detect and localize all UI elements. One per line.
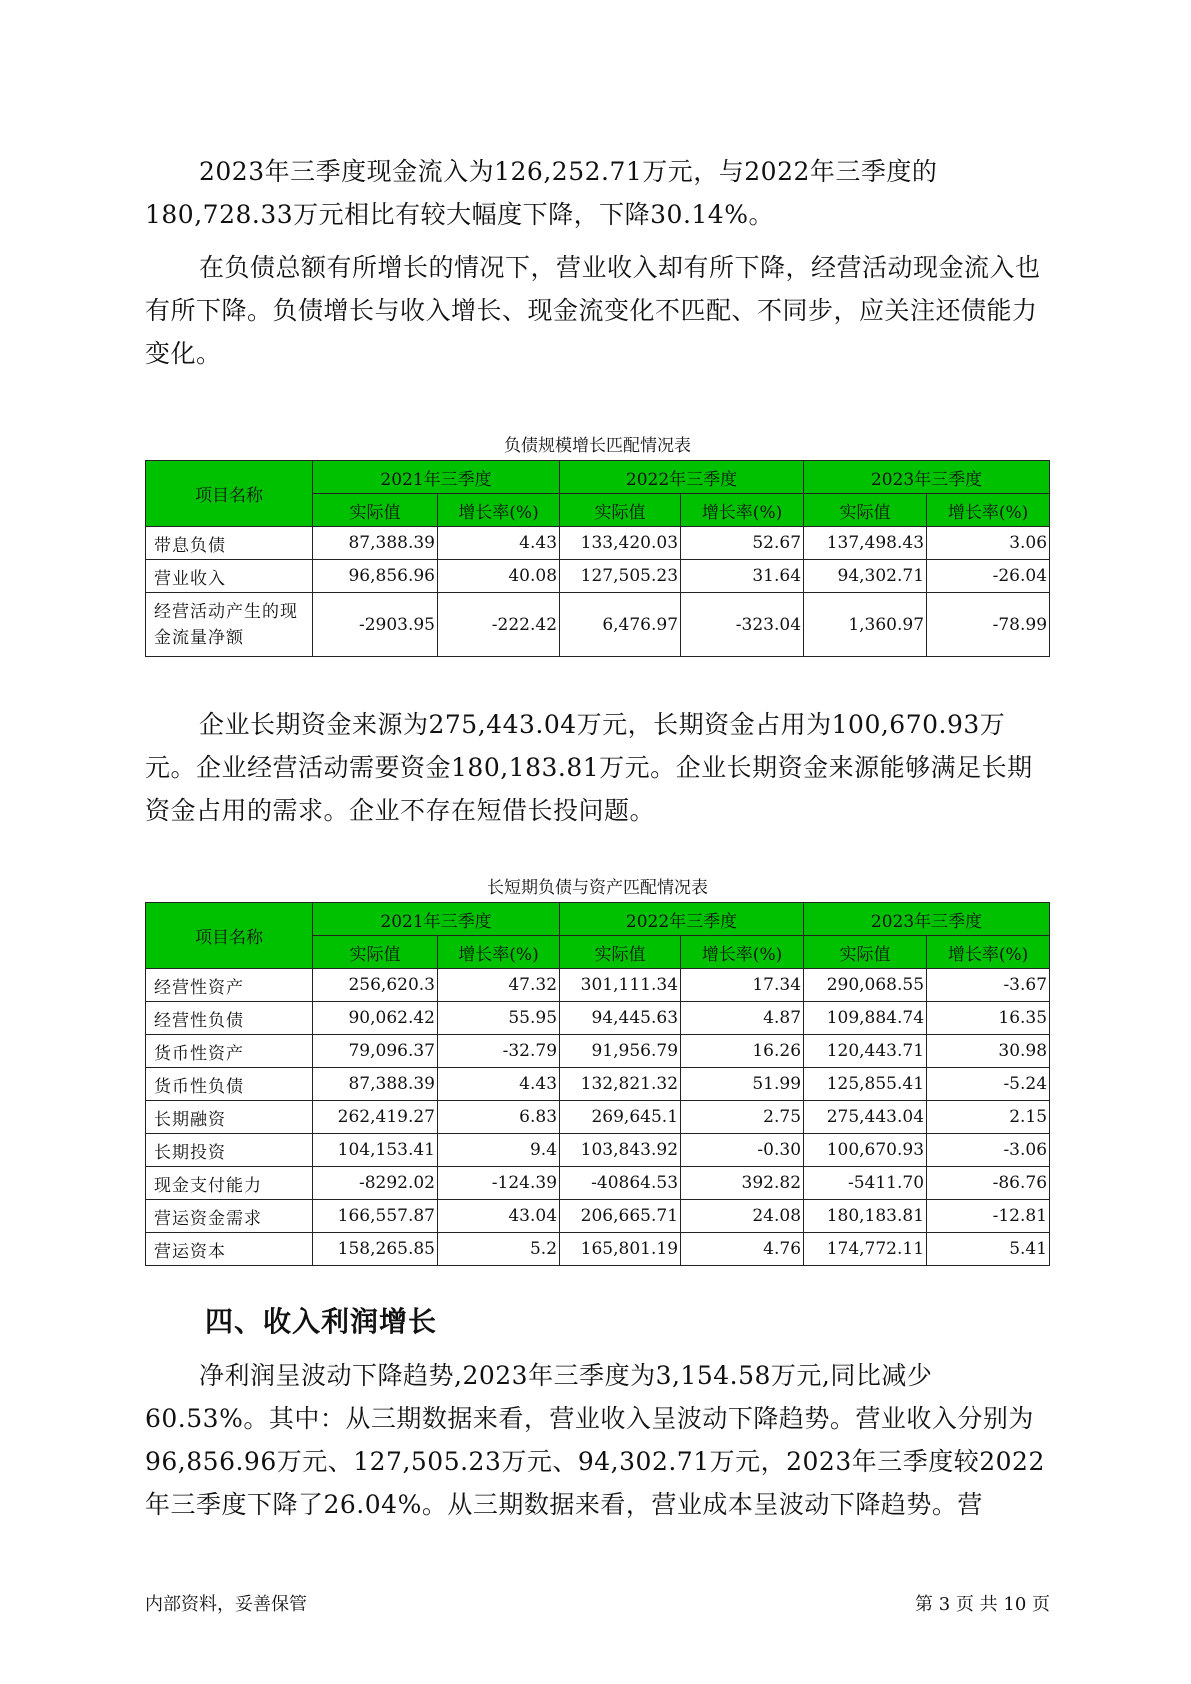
cell-value: 133,420.03 — [560, 527, 681, 560]
header-item-name: 项目名称 — [146, 903, 313, 969]
table-row — [146, 560, 1050, 593]
table-row — [146, 1200, 1050, 1233]
cell-value: 79,096.37 — [313, 1035, 438, 1068]
liability-asset-table — [145, 902, 1050, 1266]
cell-value: 392.82 — [681, 1167, 804, 1200]
header-growth: 增长率(%) — [927, 494, 1050, 527]
paragraph-text: 在负债总额有所增长的情况下，营业收入却有所下降，经营活动现金流入也有所下降。负债增长与收入增长、现金流变化不匹配、不同步，应关注还债能力变化。 — [145, 253, 1041, 368]
cell-value: 4.43 — [438, 1068, 560, 1101]
header-actual: 实际值 — [313, 494, 438, 527]
cell-value: 5.41 — [927, 1233, 1050, 1266]
cell-value: -222.42 — [438, 593, 560, 657]
cell-value: 180,183.81 — [804, 1200, 927, 1233]
cell-value: 16.26 — [681, 1035, 804, 1068]
header-growth: 增长率(%) — [927, 936, 1050, 969]
row-label: 现金支付能力 — [146, 1167, 313, 1200]
cell-value: 132,821.32 — [560, 1068, 681, 1101]
cell-value: 31.64 — [681, 560, 804, 593]
row-label: 营运资金需求 — [146, 1200, 313, 1233]
cell-value: 4.87 — [681, 1002, 804, 1035]
header-growth: 增长率(%) — [438, 494, 560, 527]
section-title: 四、收入利润增长 — [205, 1305, 438, 1338]
cell-value: 40.08 — [438, 560, 560, 593]
row-label: 营运资本 — [146, 1233, 313, 1266]
cell-value: 90,062.42 — [313, 1002, 438, 1035]
table-row — [146, 593, 1050, 657]
row-label: 经营性资产 — [146, 969, 313, 1002]
paragraph-debt-analysis — [145, 246, 1050, 375]
header-growth: 增长率(%) — [681, 494, 804, 527]
paragraph-text: 企业长期资金来源为275,443.04万元，长期资金占用为100,670.93万元。企业经营活动需要资金180,183.81万元。企业长期资金来源能够满足长期资金占用的需求。企业不存在短借长投问题。 — [145, 710, 1033, 825]
table-row — [146, 1002, 1050, 1035]
cell-value: 125,855.41 — [804, 1068, 927, 1101]
row-label: 营业收入 — [146, 560, 313, 593]
cell-value: 109,884.74 — [804, 1002, 927, 1035]
cell-value: 166,557.87 — [313, 1200, 438, 1233]
header-period-2022: 2022年三季度 — [560, 903, 804, 936]
table-row — [146, 1101, 1050, 1134]
cell-value: 6.83 — [438, 1101, 560, 1134]
cell-value: 3.06 — [927, 527, 1050, 560]
cell-value: 2.15 — [927, 1101, 1050, 1134]
cell-value: 4.76 — [681, 1233, 804, 1266]
header-period-2021: 2021年三季度 — [313, 903, 560, 936]
header-period-2021: 2021年三季度 — [313, 461, 560, 494]
debt-growth-table — [145, 460, 1050, 657]
paragraph-text: 净利润呈波动下降趋势,2023年三季度为3,154.58万元,同比减少60.53%。其中：从三期数据来看，营业收入呈波动下降趋势。营业收入分别为96,856.96万元、127,505.23万元、94,302.71万元，2023年三季度较2022年三季度下降了26.04%。从三期数据来看，营业成本呈波动下降趋势。营 — [145, 1361, 1045, 1519]
header-item-name: 项目名称 — [146, 461, 313, 527]
row-label: 长期投资 — [146, 1134, 313, 1167]
cell-value: 5.2 — [438, 1233, 560, 1266]
paragraph-income-profit — [145, 1354, 1050, 1526]
header-actual: 实际值 — [560, 936, 681, 969]
cell-value: -2903.95 — [313, 593, 438, 657]
cell-value: 43.04 — [438, 1200, 560, 1233]
cell-value: 206,665.71 — [560, 1200, 681, 1233]
row-label: 带息负债 — [146, 527, 313, 560]
paragraph-long-term-funds — [145, 703, 1050, 832]
cell-value: 96,856.96 — [313, 560, 438, 593]
header-period-2023: 2023年三季度 — [804, 461, 1050, 494]
cell-value: -5411.70 — [804, 1167, 927, 1200]
header-growth: 增长率(%) — [438, 936, 560, 969]
cell-value: 87,388.39 — [313, 527, 438, 560]
header-period-2022: 2022年三季度 — [560, 461, 804, 494]
row-label: 长期融资 — [146, 1101, 313, 1134]
header-growth: 增长率(%) — [681, 936, 804, 969]
table-row — [146, 1167, 1050, 1200]
table-row — [146, 1035, 1050, 1068]
cell-value: -323.04 — [681, 593, 804, 657]
footer-confidential-note: 内部资料，妥善保管 — [145, 1594, 307, 1615]
cell-value: 256,620.3 — [313, 969, 438, 1002]
cell-value: 51.99 — [681, 1068, 804, 1101]
cell-value: 2.75 — [681, 1101, 804, 1134]
cell-value: 301,111.34 — [560, 969, 681, 1002]
cell-value: -8292.02 — [313, 1167, 438, 1200]
table-row — [146, 969, 1050, 1002]
cell-value: -0.30 — [681, 1134, 804, 1167]
cell-value: 30.98 — [927, 1035, 1050, 1068]
table1-caption: 负债规模增长匹配情况表 — [504, 436, 691, 456]
cell-value: 4.43 — [438, 527, 560, 560]
row-label: 货币性负债 — [146, 1068, 313, 1101]
cell-value: -12.81 — [927, 1200, 1050, 1233]
cell-value: -26.04 — [927, 560, 1050, 593]
cell-value: 269,645.1 — [560, 1101, 681, 1134]
cell-value: 24.08 — [681, 1200, 804, 1233]
cell-value: -3.06 — [927, 1134, 1050, 1167]
table-row — [146, 527, 1050, 560]
cell-value: -5.24 — [927, 1068, 1050, 1101]
cell-value: 47.32 — [438, 969, 560, 1002]
cell-value: 9.4 — [438, 1134, 560, 1167]
cell-value: 137,498.43 — [804, 527, 927, 560]
cell-value: 290,068.55 — [804, 969, 927, 1002]
cell-value: 104,153.41 — [313, 1134, 438, 1167]
cell-value: 94,302.71 — [804, 560, 927, 593]
cell-value: 17.34 — [681, 969, 804, 1002]
cell-value: -3.67 — [927, 969, 1050, 1002]
header-actual: 实际值 — [804, 936, 927, 969]
cell-value: 94,445.63 — [560, 1002, 681, 1035]
header-actual: 实际值 — [313, 936, 438, 969]
header-actual: 实际值 — [560, 494, 681, 527]
row-label: 货币性资产 — [146, 1035, 313, 1068]
cell-value: -86.76 — [927, 1167, 1050, 1200]
cell-value: 262,419.27 — [313, 1101, 438, 1134]
table-row — [146, 1233, 1050, 1266]
cell-value: 275,443.04 — [804, 1101, 927, 1134]
table2-caption: 长短期负债与资产匹配情况表 — [487, 878, 708, 898]
footer-page-number: 第 3 页 共 10 页 — [915, 1594, 1050, 1615]
cell-value: -78.99 — [927, 593, 1050, 657]
row-label: 经营性负债 — [146, 1002, 313, 1035]
row-label: 经营活动产生的现金流量净额 — [146, 593, 313, 657]
cell-value: -32.79 — [438, 1035, 560, 1068]
cell-value: 165,801.19 — [560, 1233, 681, 1266]
cell-value: 1,360.97 — [804, 593, 927, 657]
cell-value: -124.39 — [438, 1167, 560, 1200]
table-row — [146, 1134, 1050, 1167]
cell-value: 174,772.11 — [804, 1233, 927, 1266]
cell-value: 103,843.92 — [560, 1134, 681, 1167]
cell-value: 16.35 — [927, 1002, 1050, 1035]
cell-value: 6,476.97 — [560, 593, 681, 657]
cell-value: 87,388.39 — [313, 1068, 438, 1101]
cell-value: 158,265.85 — [313, 1233, 438, 1266]
cell-value: 100,670.93 — [804, 1134, 927, 1167]
header-period-2023: 2023年三季度 — [804, 903, 1050, 936]
cell-value: 55.95 — [438, 1002, 560, 1035]
paragraph-cash-inflow — [145, 150, 1050, 236]
cell-value: 127,505.23 — [560, 560, 681, 593]
cell-value: 120,443.71 — [804, 1035, 927, 1068]
cell-value: 52.67 — [681, 527, 804, 560]
header-actual: 实际值 — [804, 494, 927, 527]
table-row — [146, 1068, 1050, 1101]
cell-value: 91,956.79 — [560, 1035, 681, 1068]
cell-value: -40864.53 — [560, 1167, 681, 1200]
paragraph-text: 2023年三季度现金流入为126,252.71万元，与2022年三季度的180,728.33万元相比有较大幅度下降，下降30.14%。 — [145, 157, 938, 229]
